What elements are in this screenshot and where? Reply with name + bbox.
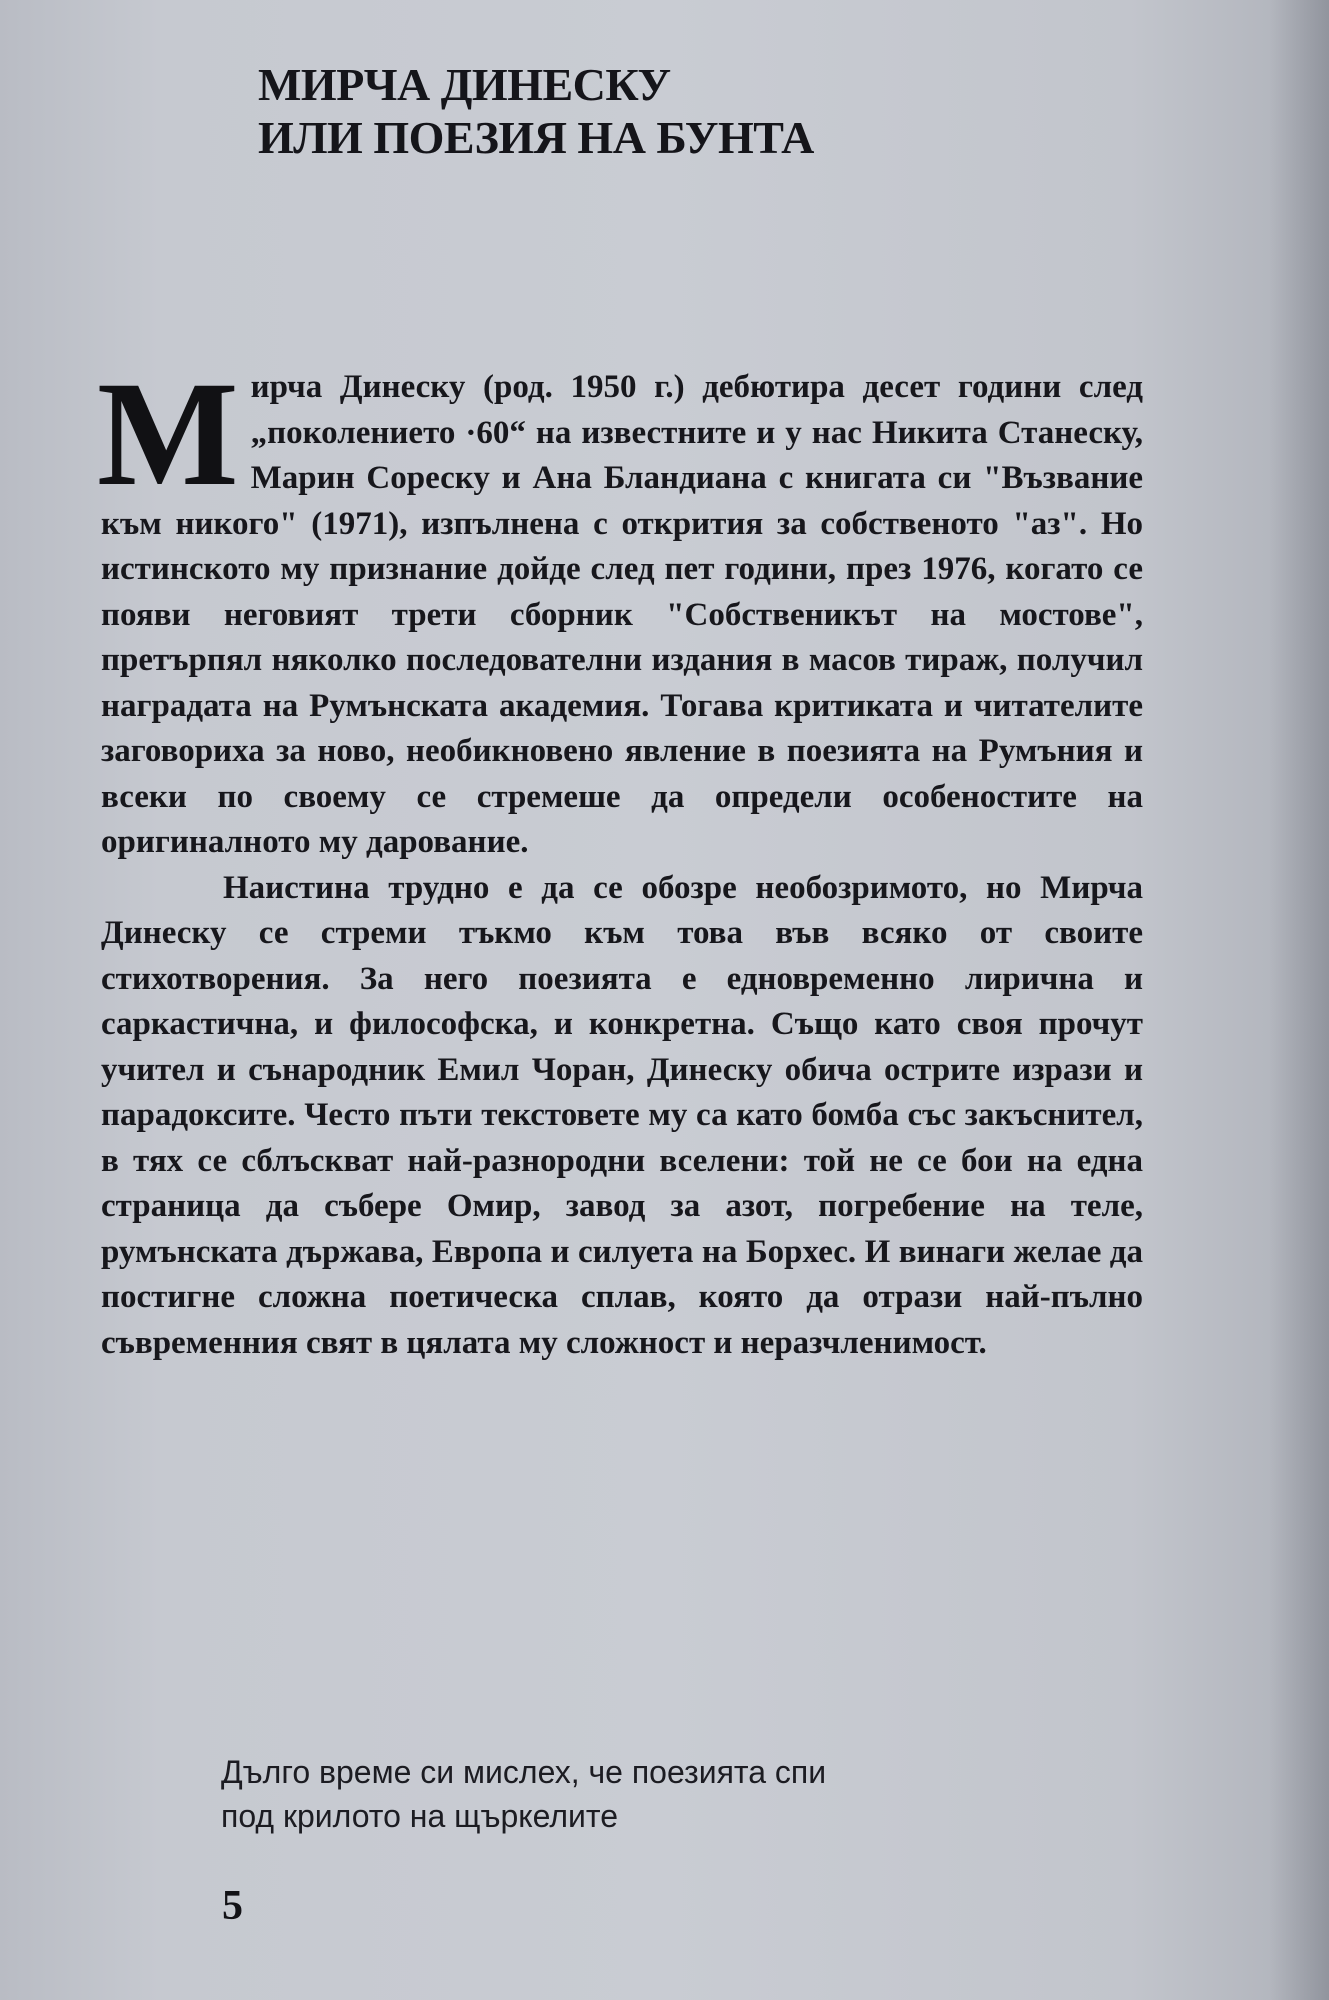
verse-quote: [221, 1750, 826, 1838]
verse-line-1: Дълго време си мислех, че поезията спи: [221, 1754, 827, 1790]
paragraph-2: Наистина трудно е да се обозре необозримото, но Мирча Динеску се стреми тъкмо към това във всяко от своите стихотворения. За него поезията е едновременно лирична и саркастична, и философска, и конкретна. Също като своя прочут учител и сънародник Емил Чоран, Динеску обича острите изрази и парадоксите. Често пъти текстовете му са като бомба със закъснител, в тях се сблъскват най-разнородни вселени: той не се бои на една страница да събере Омир, завод за азот, погребение на теле, румънската държава, Европа и силуета на Борхес. И винаги желае да постигне сложна поетическа сплав, която да отрази най-пълно съвременния свят в цялата му сложност и неразчленимост.: [101, 869, 1143, 1361]
paragraph-1-text: ирча Динеску (род. 1950 г.) дебютира десет години след „поколението ·60“ на известните и у нас Никита Станеску, Марин Сореску и Ана Бландиана с книгата си "Възвание към никого" (1971), изпълнена с открития за собственото "аз". Но истинското му признание дойде след пет години, през 1976, когато се появи неговият трети сборник "Собственикът на мостове", претърпял няколко последователни издания в масов тираж, получил наградата на Румънската академия. Тогава критиката и читателите заговориха за ново, необикновено явление в поезията на Румъния и всеки по своему се стремеше да определи особеностите на оригиналното му дарование.: [101, 369, 1143, 860]
drop-cap: М: [97, 351, 239, 517]
verse-line-2: под крилото на щъркелите: [221, 1798, 618, 1834]
page-number: 5: [222, 1883, 243, 1929]
chapter-title: [258, 58, 814, 164]
chapter-title-line-1: МИРЧА ДИНЕСКУ: [258, 59, 671, 110]
chapter-title-line-2: ИЛИ ПОЕЗИЯ НА БУНТА: [258, 112, 814, 163]
paragraph-1: [97, 351, 1143, 866]
article-body: [97, 351, 1143, 1366]
